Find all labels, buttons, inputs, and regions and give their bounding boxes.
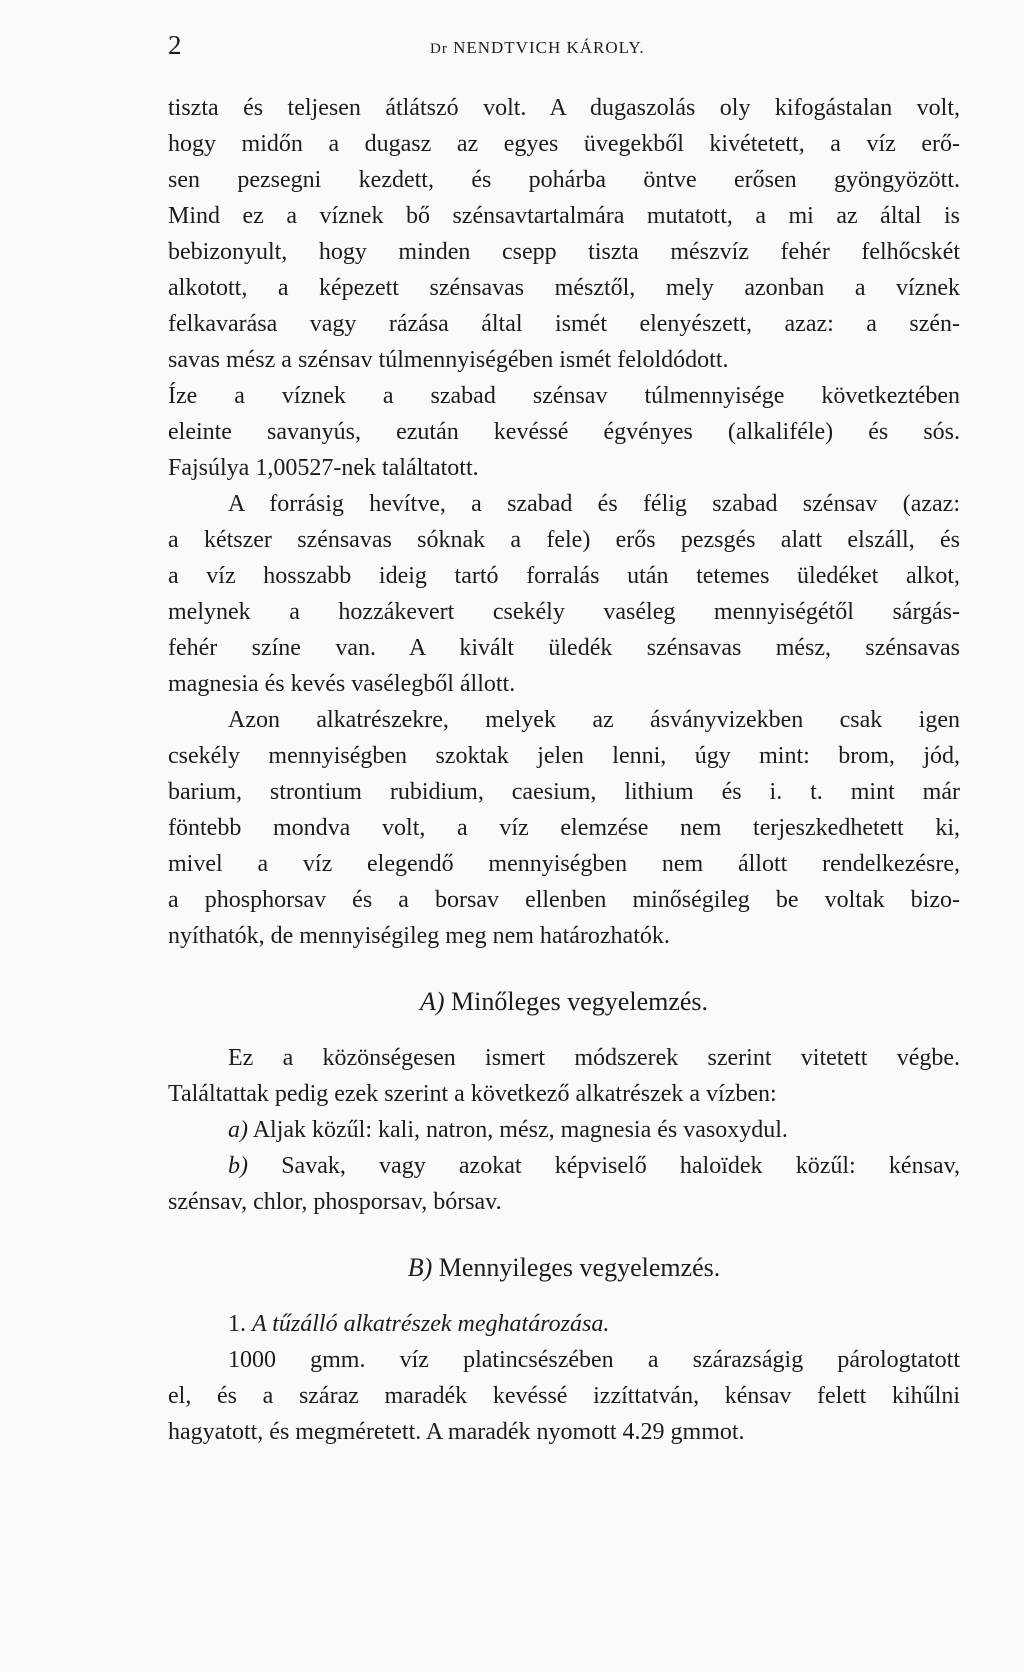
text-line: hogy midőn a dugasz az egyes üvegekből kivétetett, a víz erő- [168,131,960,157]
text-line: mivel a víz elegendő mennyiségben nem állott rendelkezésre, [168,851,960,877]
text-line: Azon alkatrészekre, melyek az ásványvizekben csak igen [228,707,960,733]
author-prefix: Dr [430,41,448,57]
text-line: szénsav, chlor, phosporsav, bórsav. [168,1189,502,1215]
text-line: 1000 gmm. víz platincsészében a szárazságig párologtatott [228,1347,960,1373]
text-line: savas mész a szénsav túlmennyiségében ismét feloldódott. [168,347,729,373]
text-line: Mind ez a víznek bő szénsavtartalmára mutatott, a mi az által is [168,203,960,229]
text-line: bebizonyult, hogy minden csepp tiszta mészvíz fehér felhőcskét [168,239,960,265]
text-line: melynek a hozzákevert csekély vaséleg mennyiségétől sárgás- [168,599,960,625]
spacer [168,1022,960,1040]
text-line: csekély mennyiségben szoktak jelen lenni, úgy mint: brom, jód, [168,743,960,769]
paragraph-6 [168,1342,960,1450]
section-heading-b [168,1248,960,1288]
text-line: a phosphorsav és a borsav ellenben minőségileg be voltak bizo- [168,887,960,913]
text-line: eleinte savanyús, ezután kevéssé égvényes (alkaliféle) és sós. [168,419,960,445]
spacer [168,1288,960,1306]
text-line: Íze a víznek a szabad szénsav túlmennyisége következtében [168,383,960,409]
text-line: sen pezsegni kezdett, és pohárba öntve erősen gyöngyözött. [168,167,960,193]
text-line: föntebb mondva volt, a víz elemzése nem terjeszkedhetett ki, [168,815,960,841]
item-label: a) [228,1117,248,1143]
text-line: barium, strontium rubidium, caesium, lithium és i. t. mint már [168,779,960,805]
text-line [168,1306,960,1342]
page-number: 2 [168,30,182,60]
text-line: felkavarása vagy rázása által ismét elenyészett, azaz: a szén- [168,311,960,337]
item-text: Savak, vagy azokat képviselő haloïdek közűl: kénsav, [281,1153,961,1179]
paragraph-4 [168,702,960,954]
text-line: Ez a közönségesen ismert módszerek szerint vitetett végbe. [228,1045,960,1071]
list-item-b [168,1148,960,1220]
running-head [430,38,645,58]
text-line: hagyatott, és megméretett. A maradék nyomott 4.29 gmmot. [168,1419,745,1445]
paragraph-2 [168,378,960,486]
author-name: NENDTVICH KÁROLY. [453,38,645,57]
subsection-number: 1. [228,1311,246,1337]
text-line: a víz hosszabb ideig tartó forralás után tetemes üledéket alkot, [168,563,960,589]
spacer [168,954,960,982]
paragraph-3 [168,486,960,702]
text-line: a kétszer szénsavas sóknak a fele) erős pezsgés alatt elszáll, és [168,527,960,553]
subsection-title: A tűzálló alkatrészek meghatározása. [252,1311,610,1337]
page-header [168,30,868,70]
paragraph-5 [168,1040,960,1112]
text-line: magnesia és kevés vasélegből állott. [168,671,516,697]
section-title: Mennyileges vegyelemzés. [438,1253,721,1282]
text-line: nyíthatók, de mennyiségileg meg nem határozhatók. [168,923,670,949]
section-letter: A) [419,987,445,1016]
text-line: alkotott, a képezett szénsavas mésztől, mely azonban a víznek [168,275,960,301]
text-line: Fajsúlya 1,00527-nek találtatott. [168,455,479,481]
text-line [168,1112,960,1148]
item-text: Aljak közűl: kali, natron, mész, magnesia és vasoxydul. [252,1117,788,1143]
text-line: Találtattak pedig ezek szerint a következő alkatrészek a vízben: [168,1081,777,1107]
list-item-a [168,1112,960,1148]
section-letter: B) [407,1253,433,1282]
item-label: b) [228,1153,248,1179]
section-heading-a [168,982,960,1022]
text-line: tiszta és teljesen átlátszó volt. A dugaszolás oly kifogástalan volt, [168,95,960,121]
paragraph-1 [168,90,960,378]
text-line [168,1148,960,1184]
text-line: A forrásig hevítve, a szabad és félig szabad szénsav (azaz: [228,491,960,517]
spacer [168,1220,960,1248]
text-line: fehér színe van. A kivált üledék szénsavas mész, szénsavas [168,635,960,661]
subsection-heading-1 [168,1306,960,1342]
body-text [168,90,960,1450]
section-title: Minőleges vegyelemzés. [451,987,709,1016]
text-line: el, és a száraz maradék kevéssé izzíttatván, kénsav felett kihűlni [168,1383,960,1409]
